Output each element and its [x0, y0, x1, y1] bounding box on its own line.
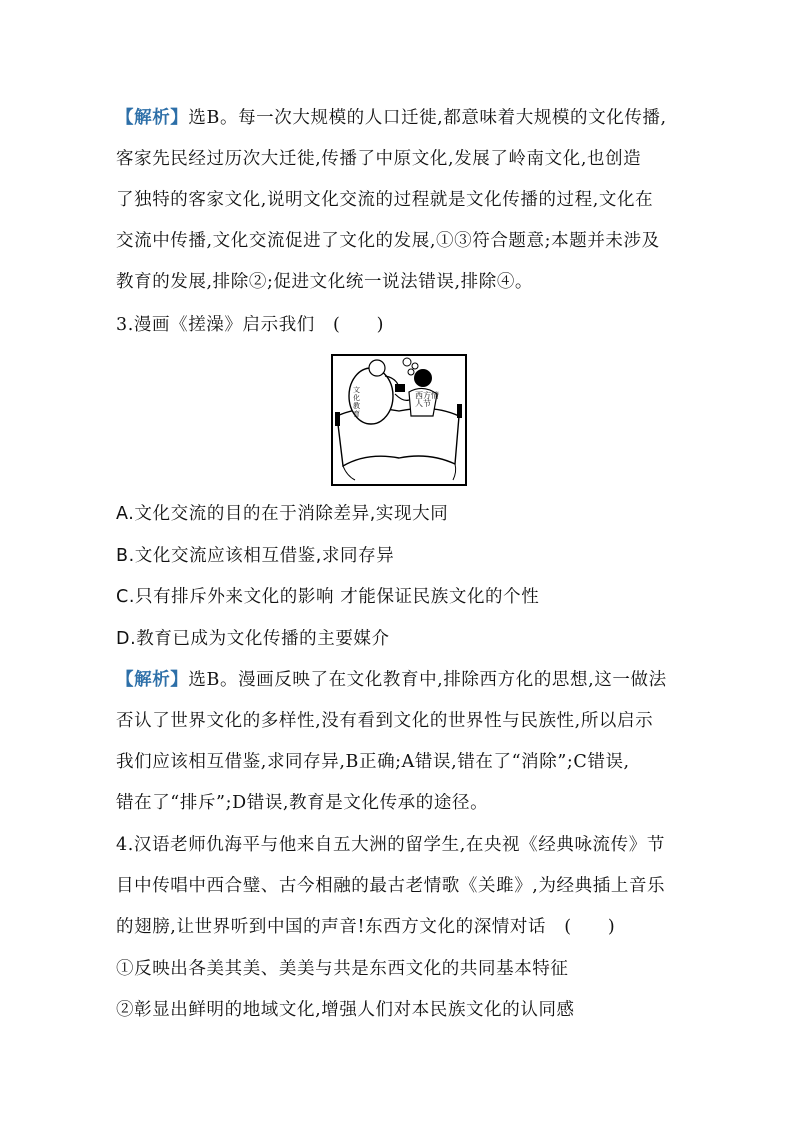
q4-option-2: ②彰显出鲜明的地域文化,增强人们对本民族文化的认同感: [116, 1000, 575, 1020]
q3-analysis-line-2: 否认了世界文化的多样性,没有看到文化的世界性与民族性,所以启示: [116, 711, 654, 731]
q4-stem-line-2: 目中传唱中西合璧、古今相融的最古老情歌《关雎》,为经典插上音乐: [116, 876, 666, 896]
cartoon-drawing: [333, 356, 465, 484]
analysis-tag: 【解析】: [116, 670, 189, 690]
q4-option-1: ①反映出各美其美、美美与共是东西文化的共同基本特征: [116, 959, 569, 979]
q3-analysis-line-1: [116, 668, 667, 692]
q2-analysis-line-2: 客家先民经过历次大迁徙,传播了中原文化,发展了岭南文化,也创造: [116, 149, 642, 169]
q3-option-a: A.文化交流的目的在于消除差异,实现大同: [116, 504, 449, 524]
q3-analysis-line-4: 错在了“排斥”;D错误,教育是文化传承的途径。: [116, 793, 489, 813]
q3-option-b: B.文化交流应该相互借鉴,求同存异: [116, 546, 395, 566]
q2-analysis-line-4: 交流中传播,文化交流促进了文化的发展,①③符合题意;本题并未涉及: [116, 231, 660, 251]
q3-option-c: C.只有排斥外来文化的影响 才能保证民族文化的个性: [116, 587, 540, 607]
analysis-tag: 【解析】: [116, 108, 189, 128]
q2-analysis-line-1: [116, 106, 667, 130]
q2-analysis-line-5: 教育的发展,排除②;促进文化统一说法错误,排除④。: [116, 272, 534, 292]
analysis-text: 选B。每一次大规模的人口迁徙,都意味着大规模的文化传播,: [188, 108, 667, 128]
cartoon-label-left: 文化教育: [353, 386, 360, 418]
q3-option-d: D.教育已成为文化传播的主要媒介: [116, 629, 390, 649]
q3-analysis-line-3: 我们应该相互借鉴,求同存异,B正确;A错误,错在了“消除”;C错误,: [116, 752, 630, 772]
q4-stem-line-1: 4.汉语老师仇海平与他来自五大洲的留学生,在央视《经典咏流传》节: [116, 835, 665, 855]
q2-analysis-line-3: 了独特的客家文化,说明文化交流的过程就是文化传播的过程,文化在: [116, 190, 654, 210]
q3-stem: 3.漫画《搓澡》启示我们 ( ): [116, 315, 385, 335]
analysis-text: 选B。漫画反映了在文化教育中,排除西方化的思想,这一做法: [188, 670, 667, 690]
q4-stem-line-3: 的翅膀,让世界听到中国的声音!东西方文化的深情对话 ( ): [116, 917, 616, 937]
cartoon-image: [331, 354, 467, 486]
cartoon-label-right: 西方情人节: [415, 391, 439, 408]
